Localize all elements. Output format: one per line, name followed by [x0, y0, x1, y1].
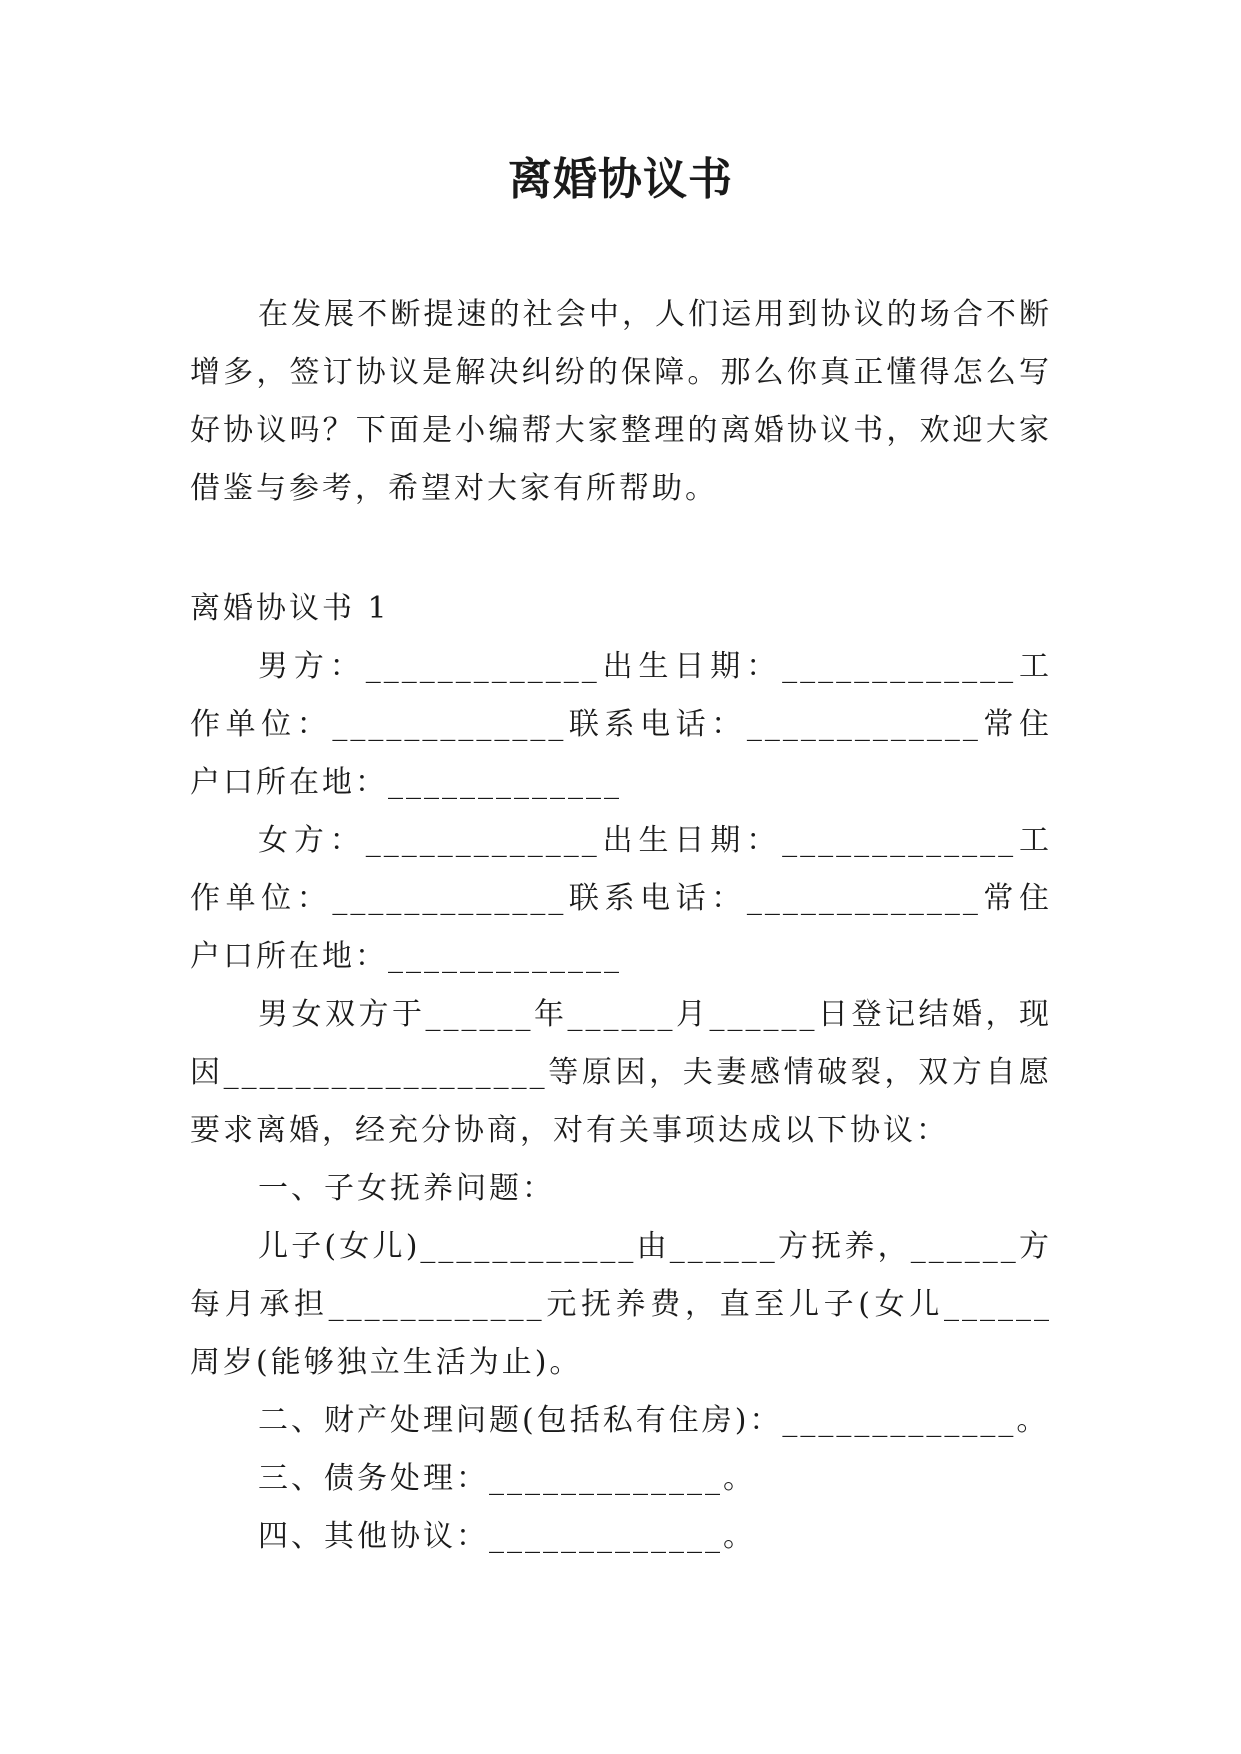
marriage-statement-paragraph: 男女双方于______年______月______日登记结婚，现因__________________等原因，夫妻感情破裂，双方自愿要求离婚，经充分协商，对有关事项达成以下协议： [190, 997, 1052, 1148]
intro-paragraph: 在发展不断提速的社会中，人们运用到协议的场合不断增多，签订协议是解决纠纷的保障。那么你真正懂得怎么写好协议吗？下面是小编帮大家整理的离婚协议书，欢迎大家借鉴与参考，希望对大家有所帮助。 [190, 297, 1052, 506]
clause-1-text: 儿子(女儿)____________由______方抚养，______方每月承担____________元抚养费，直至儿子(女儿______周岁(能够独立生活为止)。 [190, 1229, 1052, 1380]
agreement-body [190, 580, 1052, 1566]
man-info-paragraph: 男方：_____________出生日期：_____________工作单位：_____________联系电话：_____________常住户口所在地：_____________ [190, 649, 1052, 800]
clause-2: 二、财产处理问题(包括私有住房)：_____________。 [258, 1403, 1050, 1438]
clause-1-heading: 一、子女抚养问题： [258, 1171, 555, 1206]
section-heading: 离婚协议书 1 [190, 591, 390, 626]
clause-3: 三、债务处理：_____________。 [258, 1461, 756, 1496]
woman-info-paragraph: 女方：_____________出生日期：_____________工作单位：_____________联系电话：_____________常住户口所在地：_____________ [190, 823, 1052, 974]
document-title: 离婚协议书 [508, 154, 733, 205]
clause-4: 四、其他协议：_____________。 [258, 1519, 756, 1554]
